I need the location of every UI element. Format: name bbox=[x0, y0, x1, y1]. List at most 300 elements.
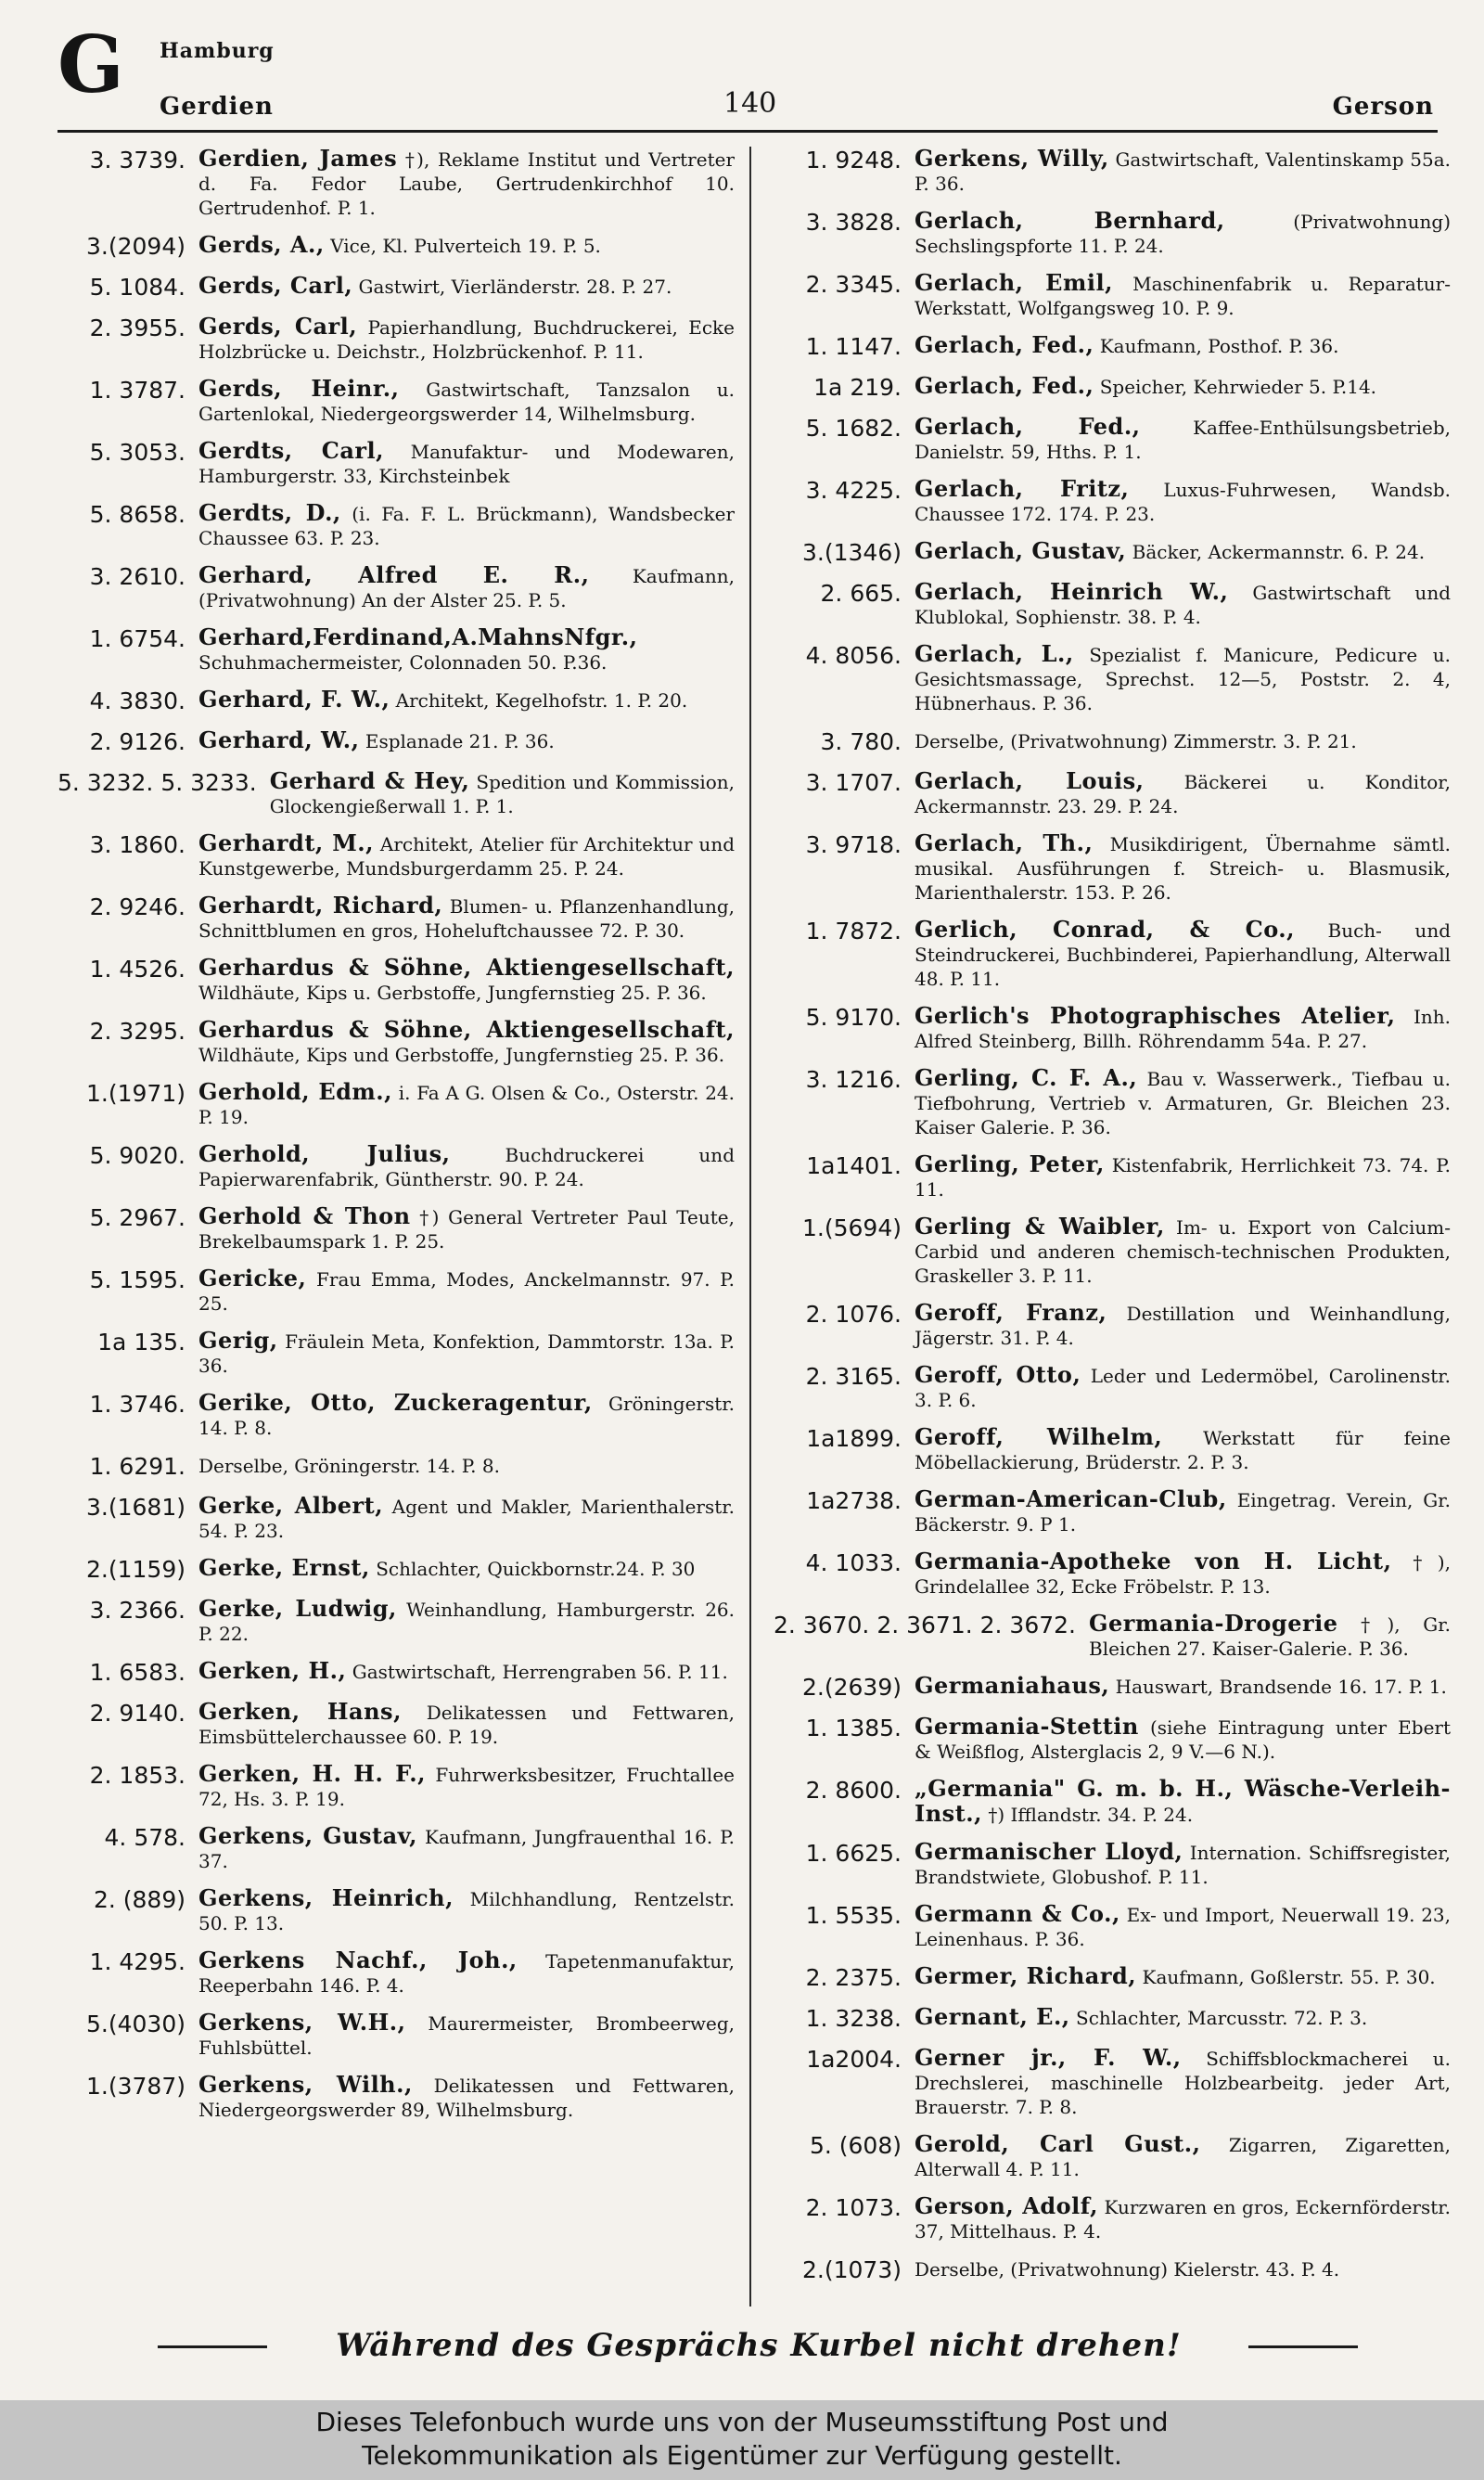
directory-entry bbox=[58, 147, 735, 220]
entry-text bbox=[198, 1659, 735, 1684]
subscriber-name: Gerke, Albert, bbox=[198, 1492, 384, 1519]
entry-text bbox=[198, 147, 735, 220]
subscriber-name: Gerds, Heinr., bbox=[198, 375, 400, 402]
phone-number: 5. 8658. bbox=[89, 501, 186, 528]
subscriber-name: Gerhard,Ferdinand,A.MahnsNfgr., bbox=[198, 623, 638, 650]
phone-number: 2. 9246. bbox=[89, 893, 186, 920]
directory-entry bbox=[58, 1266, 735, 1316]
entry-details: Hauswart, Brandsende 16. 17. P. 1. bbox=[1115, 1676, 1447, 1698]
entry-details: Internation. Schiffsregister, Brandstwiete, Globushof. P. 11. bbox=[915, 1842, 1451, 1888]
subscriber-name: Gerhardt, M., bbox=[198, 829, 374, 856]
entry-details: Architekt, Atelier für Architektur und Kunstgewerbe, Mundsburgerdamm 25. P. 24. bbox=[198, 833, 735, 880]
entry-text bbox=[915, 1004, 1451, 1053]
section-letter: G bbox=[58, 19, 124, 110]
entry-text bbox=[198, 439, 735, 488]
city-name: Hamburg bbox=[160, 39, 275, 63]
credit-line-2: Telekommunikation als Eigentümer zur Verfügung gestellt. bbox=[362, 2440, 1122, 2471]
entry-text bbox=[915, 642, 1451, 715]
directory-entry bbox=[774, 1425, 1451, 1474]
phone-number: 4. 1033. bbox=[805, 1549, 902, 1576]
subscriber-name: Gerlich's Photographisches Atelier, bbox=[915, 1002, 1396, 1029]
entry-details: Esplanade 21. P. 36. bbox=[365, 730, 555, 752]
subscriber-name: Gerling & Waibler, bbox=[915, 1213, 1165, 1240]
entry-text bbox=[198, 1824, 735, 1873]
subscriber-name: Gerlich, Conrad, & Co., bbox=[915, 916, 1296, 943]
subscriber-name: Germania-Apotheke von H. Licht, bbox=[915, 1548, 1392, 1574]
subscriber-name: Gerds, Carl, bbox=[198, 272, 353, 299]
phone-number: 3. 3828. bbox=[805, 209, 902, 236]
subscriber-name: Gerhold & Thon bbox=[198, 1202, 411, 1229]
subscriber-name: Gernant, E., bbox=[915, 2003, 1070, 2030]
entry-details: Derselbe, Gröningerstr. 14. P. 8. bbox=[198, 1455, 500, 1477]
entry-details: i. Fa A G. Olsen & Co., Osterstr. 24. P. 19. bbox=[198, 1082, 735, 1128]
directory-entry bbox=[774, 1152, 1451, 1201]
subscriber-name: Gerkens, Gustav, bbox=[198, 1822, 418, 1849]
phone-number: 2. 1073. bbox=[805, 2194, 902, 2221]
entry-details: Spedition und Kommission, Glockengießerwall 1. P. 1. bbox=[269, 771, 735, 817]
directory-entry bbox=[774, 147, 1451, 196]
directory-entry bbox=[774, 2194, 1451, 2243]
entry-text bbox=[270, 769, 735, 818]
entry-text bbox=[915, 477, 1451, 526]
subscriber-name: Gerhardus & Söhne, Aktiengesellschaft, bbox=[198, 954, 735, 981]
directory-entry bbox=[774, 1777, 1451, 1827]
directory-entry bbox=[774, 1549, 1451, 1599]
phone-number: 1. 6754. bbox=[89, 625, 186, 652]
entry-details: Derselbe, (Privatwohnung) Zimmerstr. 3. P. 21. bbox=[915, 730, 1357, 752]
entry-details: Fräulein Meta, Konfektion, Dammtorstr. 13a. P. 36. bbox=[198, 1330, 735, 1377]
phone-number: 2. 3165. bbox=[805, 1363, 902, 1390]
directory-entry bbox=[58, 1700, 735, 1749]
entry-details: Destillation und Weinhandlung, Jägerstr. 31. P. 4. bbox=[915, 1303, 1451, 1349]
phone-number: 3. 9718. bbox=[805, 831, 902, 858]
phone-number: 5. 9170. bbox=[805, 1004, 902, 1031]
directory-entry bbox=[774, 271, 1451, 320]
subscriber-name: Germaniahaus, bbox=[915, 1672, 1110, 1699]
entry-details: Manufaktur- und Modewaren, Hamburgerstr. 33, Kirchsteinbek bbox=[198, 441, 735, 487]
directory-entry bbox=[774, 539, 1451, 567]
entry-text bbox=[915, 1840, 1451, 1889]
right-column bbox=[774, 147, 1451, 2336]
phone-number: 4. 3830. bbox=[89, 687, 186, 714]
subscriber-name: Geroff, Franz, bbox=[915, 1299, 1107, 1326]
header-rule bbox=[58, 130, 1438, 133]
directory-entry bbox=[58, 1453, 735, 1481]
directory-entry bbox=[58, 1494, 735, 1543]
subscriber-name: Gerke, Ernst, bbox=[198, 1554, 370, 1581]
directory-entry bbox=[774, 333, 1451, 361]
phone-number: 3.(1346) bbox=[802, 539, 902, 566]
entry-details: Blumen- u. Pflanzenhandlung, Schnittblumen en gros, Hoheluftchaussee 72. P. 30. bbox=[198, 895, 735, 942]
subscriber-name: Gerhard & Hey, bbox=[269, 767, 470, 794]
entry-details: Tapetenmanufaktur, Reeperbahn 146. P. 4. bbox=[198, 1950, 735, 1997]
entry-text bbox=[915, 1363, 1451, 1412]
entry-details: Wildhäute, Kips u. Gerbstoffe, Jungfernstieg 25. P. 36. bbox=[198, 982, 707, 1004]
directory-entry bbox=[58, 1824, 735, 1873]
entry-details: Wildhäute, Kips und Gerbstoffe, Jungfernstieg 25. P. 36. bbox=[198, 1044, 725, 1066]
subscriber-name: Gerold, Carl Gust., bbox=[915, 2130, 1201, 2157]
subscriber-name: Gerlach, Heinrich W., bbox=[915, 578, 1229, 605]
directory-entry bbox=[58, 1204, 735, 1253]
phone-number: 2.(1073) bbox=[802, 2256, 902, 2283]
phone-number: 2.(1159) bbox=[86, 1556, 186, 1583]
phone-number: 1a1899. bbox=[806, 1425, 902, 1452]
entry-details: †), Grindelallee 32, Ecke Fröbelstr. P. 13. bbox=[915, 1551, 1451, 1598]
directory-entry bbox=[774, 2046, 1451, 2119]
entry-details: Papierhandlung, Buchdruckerei, Ecke Holzbrücke u. Deichstr., Holzbrückenhof. P. 11. bbox=[198, 316, 735, 363]
subscriber-name: German-American-Club, bbox=[915, 1485, 1227, 1512]
subscriber-name: Gerling, C. F. A., bbox=[915, 1064, 1138, 1091]
subscriber-name: Geroff, Wilhelm, bbox=[915, 1423, 1163, 1450]
entry-details: Kaufmann, Jungfrauenthal 16. P. 37. bbox=[198, 1826, 735, 1872]
phone-number: 1. 9248. bbox=[805, 147, 902, 173]
entry-text bbox=[198, 1204, 735, 1253]
entry-text bbox=[915, 2132, 1451, 2181]
directory-entry bbox=[58, 274, 735, 302]
entry-text bbox=[915, 539, 1451, 564]
credit-banner bbox=[0, 2400, 1484, 2480]
entry-details: Ex- und Import, Neuerwall 19. 23, Leinenhaus. P. 36. bbox=[915, 1904, 1451, 1950]
phone-number: 3. 3739. bbox=[89, 147, 186, 173]
directory-entry bbox=[58, 1597, 735, 1646]
subscriber-name: Gerken, H., bbox=[198, 1657, 347, 1684]
directory-entry bbox=[774, 2005, 1451, 2033]
entry-text bbox=[915, 769, 1451, 818]
phone-number: 2. (889) bbox=[93, 1886, 186, 1913]
directory-entry bbox=[58, 687, 735, 715]
entry-text bbox=[915, 1214, 1451, 1288]
entry-text bbox=[198, 1453, 735, 1478]
subscriber-name: Gerlach, Fed., bbox=[915, 372, 1094, 399]
entry-details: Gastwirt, Vierländerstr. 28. P. 27. bbox=[358, 276, 672, 298]
phone-number: 1. 6291. bbox=[89, 1453, 186, 1480]
phone-number: 1a 219. bbox=[813, 374, 902, 401]
phone-number: 1a2738. bbox=[806, 1487, 902, 1514]
phone-number: 2. 3670. 2. 3671. 2. 3672. bbox=[774, 1612, 1077, 1638]
subscriber-name: Gerlach, L., bbox=[915, 640, 1074, 667]
subscriber-name: Gerhardt, Richard, bbox=[198, 892, 443, 919]
directory-entry bbox=[58, 893, 735, 943]
phone-number: 1. 6625. bbox=[805, 1840, 902, 1867]
subscriber-name: Germann & Co., bbox=[915, 1900, 1120, 1927]
entry-details: Inh. Alfred Steinberg, Billh. Röhrendamm 54a. P. 27. bbox=[915, 1006, 1451, 1052]
entry-text bbox=[198, 1266, 735, 1316]
directory-entry bbox=[774, 728, 1451, 756]
phone-number: 3. 2366. bbox=[89, 1597, 186, 1624]
entry-details: Bau v. Wasserwerk., Tiefbau u. Tiefbohrung, Vertrieb v. Armaturen, Gr. Bleichen 23. Kaiser Galerie. P. 36. bbox=[915, 1068, 1451, 1138]
entry-text bbox=[915, 831, 1451, 905]
phone-number: 3.(2094) bbox=[86, 233, 186, 260]
entry-details: Maurermeister, Brombeerweg, Fuhlsbüttel. bbox=[198, 2012, 735, 2059]
entry-details: Delikatessen und Fettwaren, Eimsbüttelerchaussee 60. P. 19. bbox=[198, 1702, 735, 1748]
entry-text bbox=[915, 1549, 1451, 1599]
subscriber-name: Germer, Richard, bbox=[915, 1962, 1137, 1989]
directory-entry bbox=[774, 769, 1451, 818]
directory-entry bbox=[774, 477, 1451, 526]
entry-details: Musikdirigent, Übernahme sämtl. musikal. Ausführungen f. Streich- u. Blasmusik, Marienthalerstr. 153. P. 26. bbox=[915, 833, 1451, 904]
entry-details: Maschinenfabrik u. Reparatur-Werkstatt, Wolfgangsweg 10. P. 9. bbox=[915, 273, 1451, 319]
phone-number: 5. 3232. 5. 3233. bbox=[58, 769, 257, 796]
phone-number: 2. 9126. bbox=[89, 728, 186, 755]
entry-text bbox=[198, 687, 735, 713]
phone-number: 1.(1971) bbox=[86, 1080, 186, 1107]
phone-number: 1.(5694) bbox=[802, 1214, 902, 1241]
subscriber-name: Germania-Stettin bbox=[915, 1713, 1139, 1740]
entry-details: Gastwirtschaft, Herrengraben 56. P. 11. bbox=[352, 1661, 728, 1683]
phone-number: 3. 1216. bbox=[805, 1066, 902, 1093]
directory-entry bbox=[774, 1715, 1451, 1764]
subscriber-name: „Germania" G. m. b. H., Wäsche-Verleih-Inst., bbox=[915, 1775, 1451, 1827]
directory-entry bbox=[58, 315, 735, 364]
entry-text bbox=[198, 956, 735, 1005]
entry-details: Zigarren, Zigaretten, Alterwall 4. P. 11. bbox=[915, 2134, 1451, 2180]
phone-number: 5.(4030) bbox=[86, 2011, 186, 2037]
phone-number: 5. 3053. bbox=[89, 439, 186, 466]
subscriber-name: Gerhard, Alfred E. R., bbox=[198, 561, 590, 588]
entry-text bbox=[198, 1948, 735, 1998]
subscriber-name: Gerkens, W.H., bbox=[198, 2009, 406, 2036]
subscriber-name: Gerlach, Fritz, bbox=[915, 475, 1130, 502]
subscriber-name: Gerlach, Fed., bbox=[915, 413, 1141, 440]
directory-entry bbox=[774, 2256, 1451, 2284]
subscriber-name: Gerhold, Julius, bbox=[198, 1140, 451, 1167]
entry-details: Kaufmann, Posthof. P. 36. bbox=[1099, 335, 1339, 357]
directory-entry bbox=[58, 1329, 735, 1378]
directory-entry bbox=[58, 728, 735, 756]
left-column bbox=[58, 147, 735, 2336]
entry-details: Vice, Kl. Pulverteich 19. P. 5. bbox=[330, 235, 601, 257]
subscriber-name: Gerling, Peter, bbox=[915, 1150, 1105, 1177]
subscriber-name: Gerkens, Willy, bbox=[915, 147, 1109, 172]
directory-entry bbox=[58, 625, 735, 675]
entry-text bbox=[198, 1556, 735, 1581]
entry-text bbox=[198, 2073, 735, 2122]
entry-details: †) Ifflandstr. 34. P. 24. bbox=[988, 1804, 1194, 1826]
phone-number: 2. 3345. bbox=[805, 271, 902, 298]
phone-number: 2. 2375. bbox=[805, 1964, 902, 1991]
entry-details: Gastwirtschaft, Valentinskamp 55a. P. 36. bbox=[915, 148, 1451, 195]
phone-number: 3. 4225. bbox=[805, 477, 902, 504]
phone-number: 1. 5535. bbox=[805, 1902, 902, 1929]
phone-number: 3. 2610. bbox=[89, 563, 186, 590]
directory-entry bbox=[774, 2132, 1451, 2181]
entry-text bbox=[198, 233, 735, 258]
entry-text bbox=[198, 501, 735, 550]
entry-text bbox=[915, 209, 1451, 258]
subscriber-name: Gerhard, W., bbox=[198, 726, 360, 753]
subscriber-name: Gerds, A., bbox=[198, 231, 325, 258]
entry-text bbox=[915, 147, 1451, 196]
subscriber-name: Gerdts, Carl, bbox=[198, 437, 384, 464]
subscriber-name: Gerdts, D., bbox=[198, 499, 341, 526]
entry-details: Kistenfabrik, Herrlichkeit 73. 74. P. 11. bbox=[915, 1154, 1451, 1201]
phone-number: 2. 3955. bbox=[89, 315, 186, 341]
entry-details: Bäckerei u. Konditor, Ackermannstr. 23. 29. P. 24. bbox=[915, 771, 1451, 817]
subscriber-name: Gerlach, Gustav, bbox=[915, 537, 1127, 564]
directory-entry bbox=[774, 1363, 1451, 1412]
entry-text bbox=[198, 1597, 735, 1646]
footer-slogan: Während des Gesprächs Kurbel nicht drehen! bbox=[336, 2327, 1182, 2364]
entry-text bbox=[915, 271, 1451, 320]
entry-details: Luxus-Fuhrwesen, Wandsb. Chaussee 172. 174. P. 23. bbox=[915, 479, 1451, 525]
directory-entry bbox=[774, 642, 1451, 715]
page-number: 140 bbox=[723, 87, 777, 120]
phone-number: 1. 4526. bbox=[89, 956, 186, 983]
directory-entry bbox=[58, 2011, 735, 2060]
directory-entry bbox=[58, 1142, 735, 1191]
entry-details: Schlachter, Quickbornstr.24. P. 30 bbox=[376, 1558, 696, 1580]
entry-text bbox=[1089, 1612, 1451, 1661]
entry-details: Kaufmann, Goßlerstr. 55. P. 30. bbox=[1142, 1966, 1436, 1988]
entry-details: Speicher, Kehrwieder 5. P.14. bbox=[1099, 376, 1377, 398]
entry-text bbox=[198, 1391, 735, 1440]
directory-entry bbox=[774, 1840, 1451, 1889]
directory-entry bbox=[58, 1018, 735, 1067]
directory-entry bbox=[774, 374, 1451, 402]
directory-entry bbox=[774, 918, 1451, 991]
entry-text bbox=[915, 728, 1451, 753]
entry-text bbox=[915, 1777, 1451, 1827]
phone-number: 1a 135. bbox=[97, 1329, 186, 1356]
entry-text bbox=[915, 2005, 1451, 2030]
phone-number: 1. 1147. bbox=[805, 333, 902, 360]
subscriber-name: Gerken, H. H. F., bbox=[198, 1760, 426, 1787]
entry-details: Milchhandlung, Rentzelstr. 50. P. 13. bbox=[198, 1888, 735, 1934]
entry-details: Delikatessen und Fettwaren, Niedergeorgswerder 89, Wilhelmsburg. bbox=[198, 2075, 735, 2121]
directory-entry bbox=[774, 1902, 1451, 1951]
directory-entry bbox=[58, 233, 735, 261]
directory-entry bbox=[58, 1659, 735, 1687]
subscriber-name: Gerlach, Th., bbox=[915, 829, 1094, 856]
entry-details: Eingetrag. Verein, Gr. Bäckerstr. 9. P 1. bbox=[915, 1489, 1451, 1536]
directory-entry bbox=[58, 377, 735, 426]
directory-entry bbox=[58, 1080, 735, 1129]
phone-number: 1. 3238. bbox=[805, 2005, 902, 2032]
entry-text bbox=[198, 625, 735, 675]
subscriber-name: Gerner jr., F. W., bbox=[915, 2044, 1182, 2071]
entry-text bbox=[915, 1715, 1451, 1764]
phone-number: 2. 1076. bbox=[805, 1301, 902, 1328]
phone-number: 2. 1853. bbox=[89, 1762, 186, 1789]
directory-entry bbox=[774, 1964, 1451, 1992]
directory-entry bbox=[58, 769, 735, 818]
directory-entry bbox=[58, 1762, 735, 1811]
entry-details: Im- u. Export von Calcium-Carbid und anderen chemisch-technischen Produkten, Graskeller 3. P. 11. bbox=[915, 1216, 1451, 1287]
entry-details: Fuhrwerksbesitzer, Fruchtallee 72, Hs. 3. P. 19. bbox=[198, 1764, 735, 1810]
phone-number: 3. 780. bbox=[820, 728, 902, 755]
subscriber-name: Gerds, Carl, bbox=[198, 313, 358, 340]
directory-entry bbox=[58, 1556, 735, 1584]
subscriber-name: Gerkens Nachf., Joh., bbox=[198, 1947, 518, 1973]
entry-text bbox=[198, 2011, 735, 2060]
entry-details: Schlachter, Marcusstr. 72. P. 3. bbox=[1076, 2007, 1368, 2029]
footer-rule-left bbox=[158, 2345, 267, 2348]
subscriber-name: Gerkens, Wilh., bbox=[198, 2071, 413, 2098]
phone-number: 2. 8600. bbox=[805, 1777, 902, 1804]
directory-entry bbox=[58, 1391, 735, 1440]
entry-text bbox=[915, 333, 1451, 358]
subscriber-name: Gerhard, F. W., bbox=[198, 686, 390, 713]
entry-text bbox=[198, 274, 735, 299]
entry-text bbox=[915, 374, 1451, 399]
phone-number: 5. (608) bbox=[809, 2132, 902, 2159]
subscriber-name: Gerke, Ludwig, bbox=[198, 1595, 397, 1622]
phone-number: 2.(2639) bbox=[802, 1674, 902, 1701]
entry-text bbox=[198, 728, 735, 753]
entry-text bbox=[915, 580, 1451, 629]
phone-number: 1.(3787) bbox=[86, 2073, 186, 2100]
directory-entry bbox=[58, 1886, 735, 1935]
directory-entry bbox=[774, 580, 1451, 629]
directory-entry bbox=[58, 956, 735, 1005]
entry-details: Kaffee-Enthülsungsbetrieb, Danielstr. 59, Hths. P. 1. bbox=[915, 417, 1451, 463]
entry-details: †), Gr. Bleichen 27. Kaiser-Galerie. P. 36. bbox=[1089, 1613, 1451, 1660]
subscriber-name: Germania-Drogerie bbox=[1089, 1610, 1338, 1637]
entry-text bbox=[915, 415, 1451, 464]
directory-entry bbox=[774, 1004, 1451, 1053]
entry-text bbox=[198, 1762, 735, 1811]
directory-entry bbox=[774, 209, 1451, 258]
entry-text bbox=[198, 1080, 735, 1129]
phone-number: 2. 665. bbox=[820, 580, 902, 607]
entry-details: Spezialist f. Manicure, Pedicure u. Gesichtsmassage, Sprechst. 12—5, Poststr. 2. 4, Hübnerhaus. P. 36. bbox=[915, 644, 1451, 714]
entry-details: Frau Emma, Modes, Anckelmannstr. 97. P. 25. bbox=[198, 1268, 735, 1315]
entry-text bbox=[198, 1700, 735, 1749]
entry-text bbox=[915, 1674, 1451, 1699]
entry-details: Schuhmachermeister, Colonnaden 50. P.36. bbox=[198, 651, 608, 674]
entry-details: Buch- und Steindruckerei, Buchbinderei, Papierhandlung, Alterwall 48. P. 11. bbox=[915, 919, 1451, 990]
directory-entry bbox=[58, 563, 735, 612]
entry-details: †) General Vertreter Paul Teute, Brekelbaumspark 1. P. 25. bbox=[198, 1206, 735, 1253]
subscriber-name: Gerken, Hans, bbox=[198, 1698, 402, 1725]
entry-details: †), Reklame Institut und Vertreter d. Fa. Fedor Laube, Gertrudenkirchhof 10. Gertrudenhof. P. 1. bbox=[198, 148, 735, 219]
entry-details: Weinhandlung, Hamburgerstr. 26. P. 22. bbox=[198, 1599, 735, 1645]
subscriber-name: Gerlach, Emil, bbox=[915, 269, 1113, 296]
subscriber-name: Gerlach, Bernhard, bbox=[915, 207, 1225, 234]
phone-number: 1. 1385. bbox=[805, 1715, 902, 1741]
phone-number: 5. 2967. bbox=[89, 1204, 186, 1231]
entry-details: Derselbe, (Privatwohnung) Kielerstr. 43. P. 4. bbox=[915, 2258, 1340, 2281]
subscriber-name: Gerlach, Fed., bbox=[915, 331, 1094, 358]
phone-number: 1a2004. bbox=[806, 2046, 902, 2073]
first-entry-word: Gerdien bbox=[160, 93, 274, 121]
directory-entry bbox=[774, 1612, 1451, 1661]
credit-line-1: Dieses Telefonbuch wurde uns von der Museumsstiftung Post und bbox=[315, 2407, 1169, 2437]
subscriber-name: Geroff, Otto, bbox=[915, 1361, 1081, 1388]
directory-entry bbox=[774, 1674, 1451, 1702]
entry-text bbox=[198, 831, 735, 880]
entry-details: (Privatwohnung) Sechslingspforte 11. P. 24. bbox=[915, 211, 1451, 257]
entry-details: Gastwirtschaft, Tanzsalon u. Gartenlokal, Niedergeorgswerder 14, Wilhelmsburg. bbox=[198, 379, 735, 425]
entry-text bbox=[915, 1066, 1451, 1139]
phone-number: 3.(1681) bbox=[86, 1494, 186, 1521]
entry-text bbox=[915, 1964, 1451, 1989]
directory-entry bbox=[774, 1214, 1451, 1288]
subscriber-name: Gerhardus & Söhne, Aktiengesellschaft, bbox=[198, 1016, 735, 1043]
subscriber-name: Gerike, Otto, Zuckeragentur, bbox=[198, 1389, 593, 1416]
directory-entry bbox=[774, 831, 1451, 905]
directory-entry bbox=[774, 1301, 1451, 1350]
entry-details: (siehe Eintragung unter Ebert & Weißflog, Alsterglacis 2, 9 V.—6 N.). bbox=[915, 1716, 1451, 1763]
subscriber-name: Gerdien, James bbox=[198, 147, 398, 172]
subscriber-name: Gericke, bbox=[198, 1265, 307, 1291]
last-entry-word: Gerson bbox=[1332, 93, 1434, 121]
entry-text bbox=[915, 1301, 1451, 1350]
directory-entry bbox=[58, 439, 735, 488]
phone-number: 4. 8056. bbox=[805, 642, 902, 669]
entry-text bbox=[915, 2046, 1451, 2119]
column-divider bbox=[749, 147, 751, 2307]
